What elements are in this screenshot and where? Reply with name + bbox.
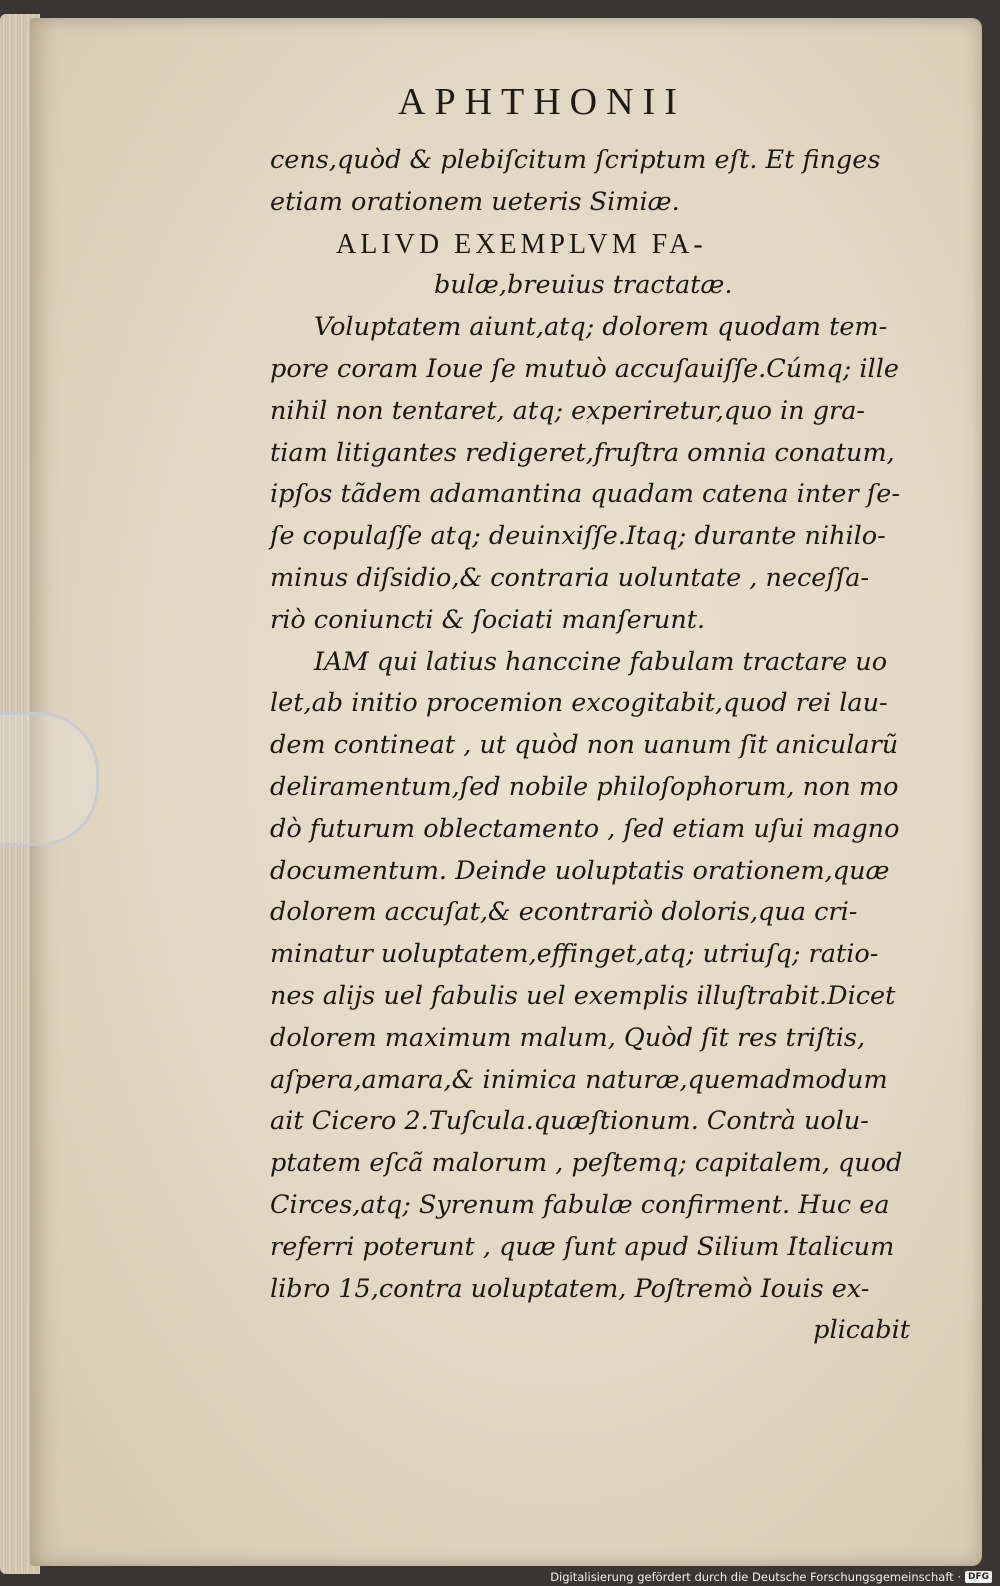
text-line: deliramentum,ſed nobile philoſophorum, non mo <box>270 771 899 802</box>
section-heading: ALIVD EXEMPLVM FA- <box>336 228 707 260</box>
text-line: etiam orationem ueteris Simiæ. <box>270 186 680 217</box>
text-line: aſpera,amara,& inimica naturæ,quemadmodum <box>270 1064 888 1095</box>
text-line: ſe copulaſſe atq; deuinxiſſe.Itaq; durante nihilo- <box>270 521 886 552</box>
text-line: minatur uoluptatem,effinget,atq; utriuſq; ratio- <box>270 939 879 970</box>
text-line: Circes,atq; Syrenum fabulæ confirment. Huc ea <box>270 1189 890 1220</box>
running-header: APHTHONII <box>398 81 686 123</box>
text-line: nes alijs uel fabulis uel exemplis illuſtrabit.Dicet <box>270 980 896 1011</box>
credit-text: Digitalisierung gefördert durch die Deutsche Forschungsgemeinschaft · <box>550 1570 961 1584</box>
text-line: ptatem eſcã malorum , peſtemq; capitalem, quod <box>270 1148 903 1179</box>
catchword: plicabit <box>813 1315 910 1346</box>
text-line: ait Cicero 2.Tuſcula.quæſtionum. Contrà uolu- <box>270 1106 869 1137</box>
text-line: Voluptatem aiunt,atq; dolorem quodam tem- <box>314 312 888 343</box>
text-line: riò coniuncti & ſociati manſerunt. <box>270 604 706 635</box>
dfg-logo: DFG <box>965 1571 992 1583</box>
text-line: libro 15,contra uoluptatem, Poſtremò Iouis ex- <box>270 1273 870 1304</box>
text-line: dò futurum oblectamento , ſed etiam uſui magno <box>270 813 900 844</box>
text-line: IAM qui latius hanccine fabulam tractare uo <box>314 646 888 677</box>
digitization-credit <box>550 1570 992 1584</box>
text-line: cens,quòd & plebiſcitum ſcriptum eſt. Et finges <box>270 145 881 175</box>
text-line: dolorem maximum malum, Quòd ſit res triſtis, <box>270 1022 866 1053</box>
text-line: pore coram Ioue ſe mutuò accuſauiſſe.Cúmq; ille <box>270 353 899 384</box>
text-line: dem contineat , ut quòd non uanum ſit anicularũ <box>270 730 899 761</box>
text-line: dolorem accuſat,& econtrariò doloris,qua cri- <box>270 897 858 928</box>
text-line: minus diſsidio,& contraria uoluntate , neceſſa- <box>270 562 870 593</box>
text-line: nihil non tentaret, atq; experiretur,quo in gra- <box>270 395 866 426</box>
text-line: referri poterunt , quæ ſunt apud Silium Italicum <box>270 1231 895 1262</box>
text-line: tiam litigantes redigeret,fruſtra omnia conatum, <box>270 437 895 468</box>
text-line: ipſos tãdem adamantina quadam catena inter ſe- <box>270 479 900 510</box>
text-line: documentum. Deinde uoluptatis orationem,quæ <box>270 855 890 886</box>
page-text <box>270 140 910 1352</box>
section-subheading: bulæ,breuius tractatæ. <box>434 270 733 301</box>
text-line: let,ab initio procemion excogitabit,quod rei lau- <box>270 688 888 719</box>
